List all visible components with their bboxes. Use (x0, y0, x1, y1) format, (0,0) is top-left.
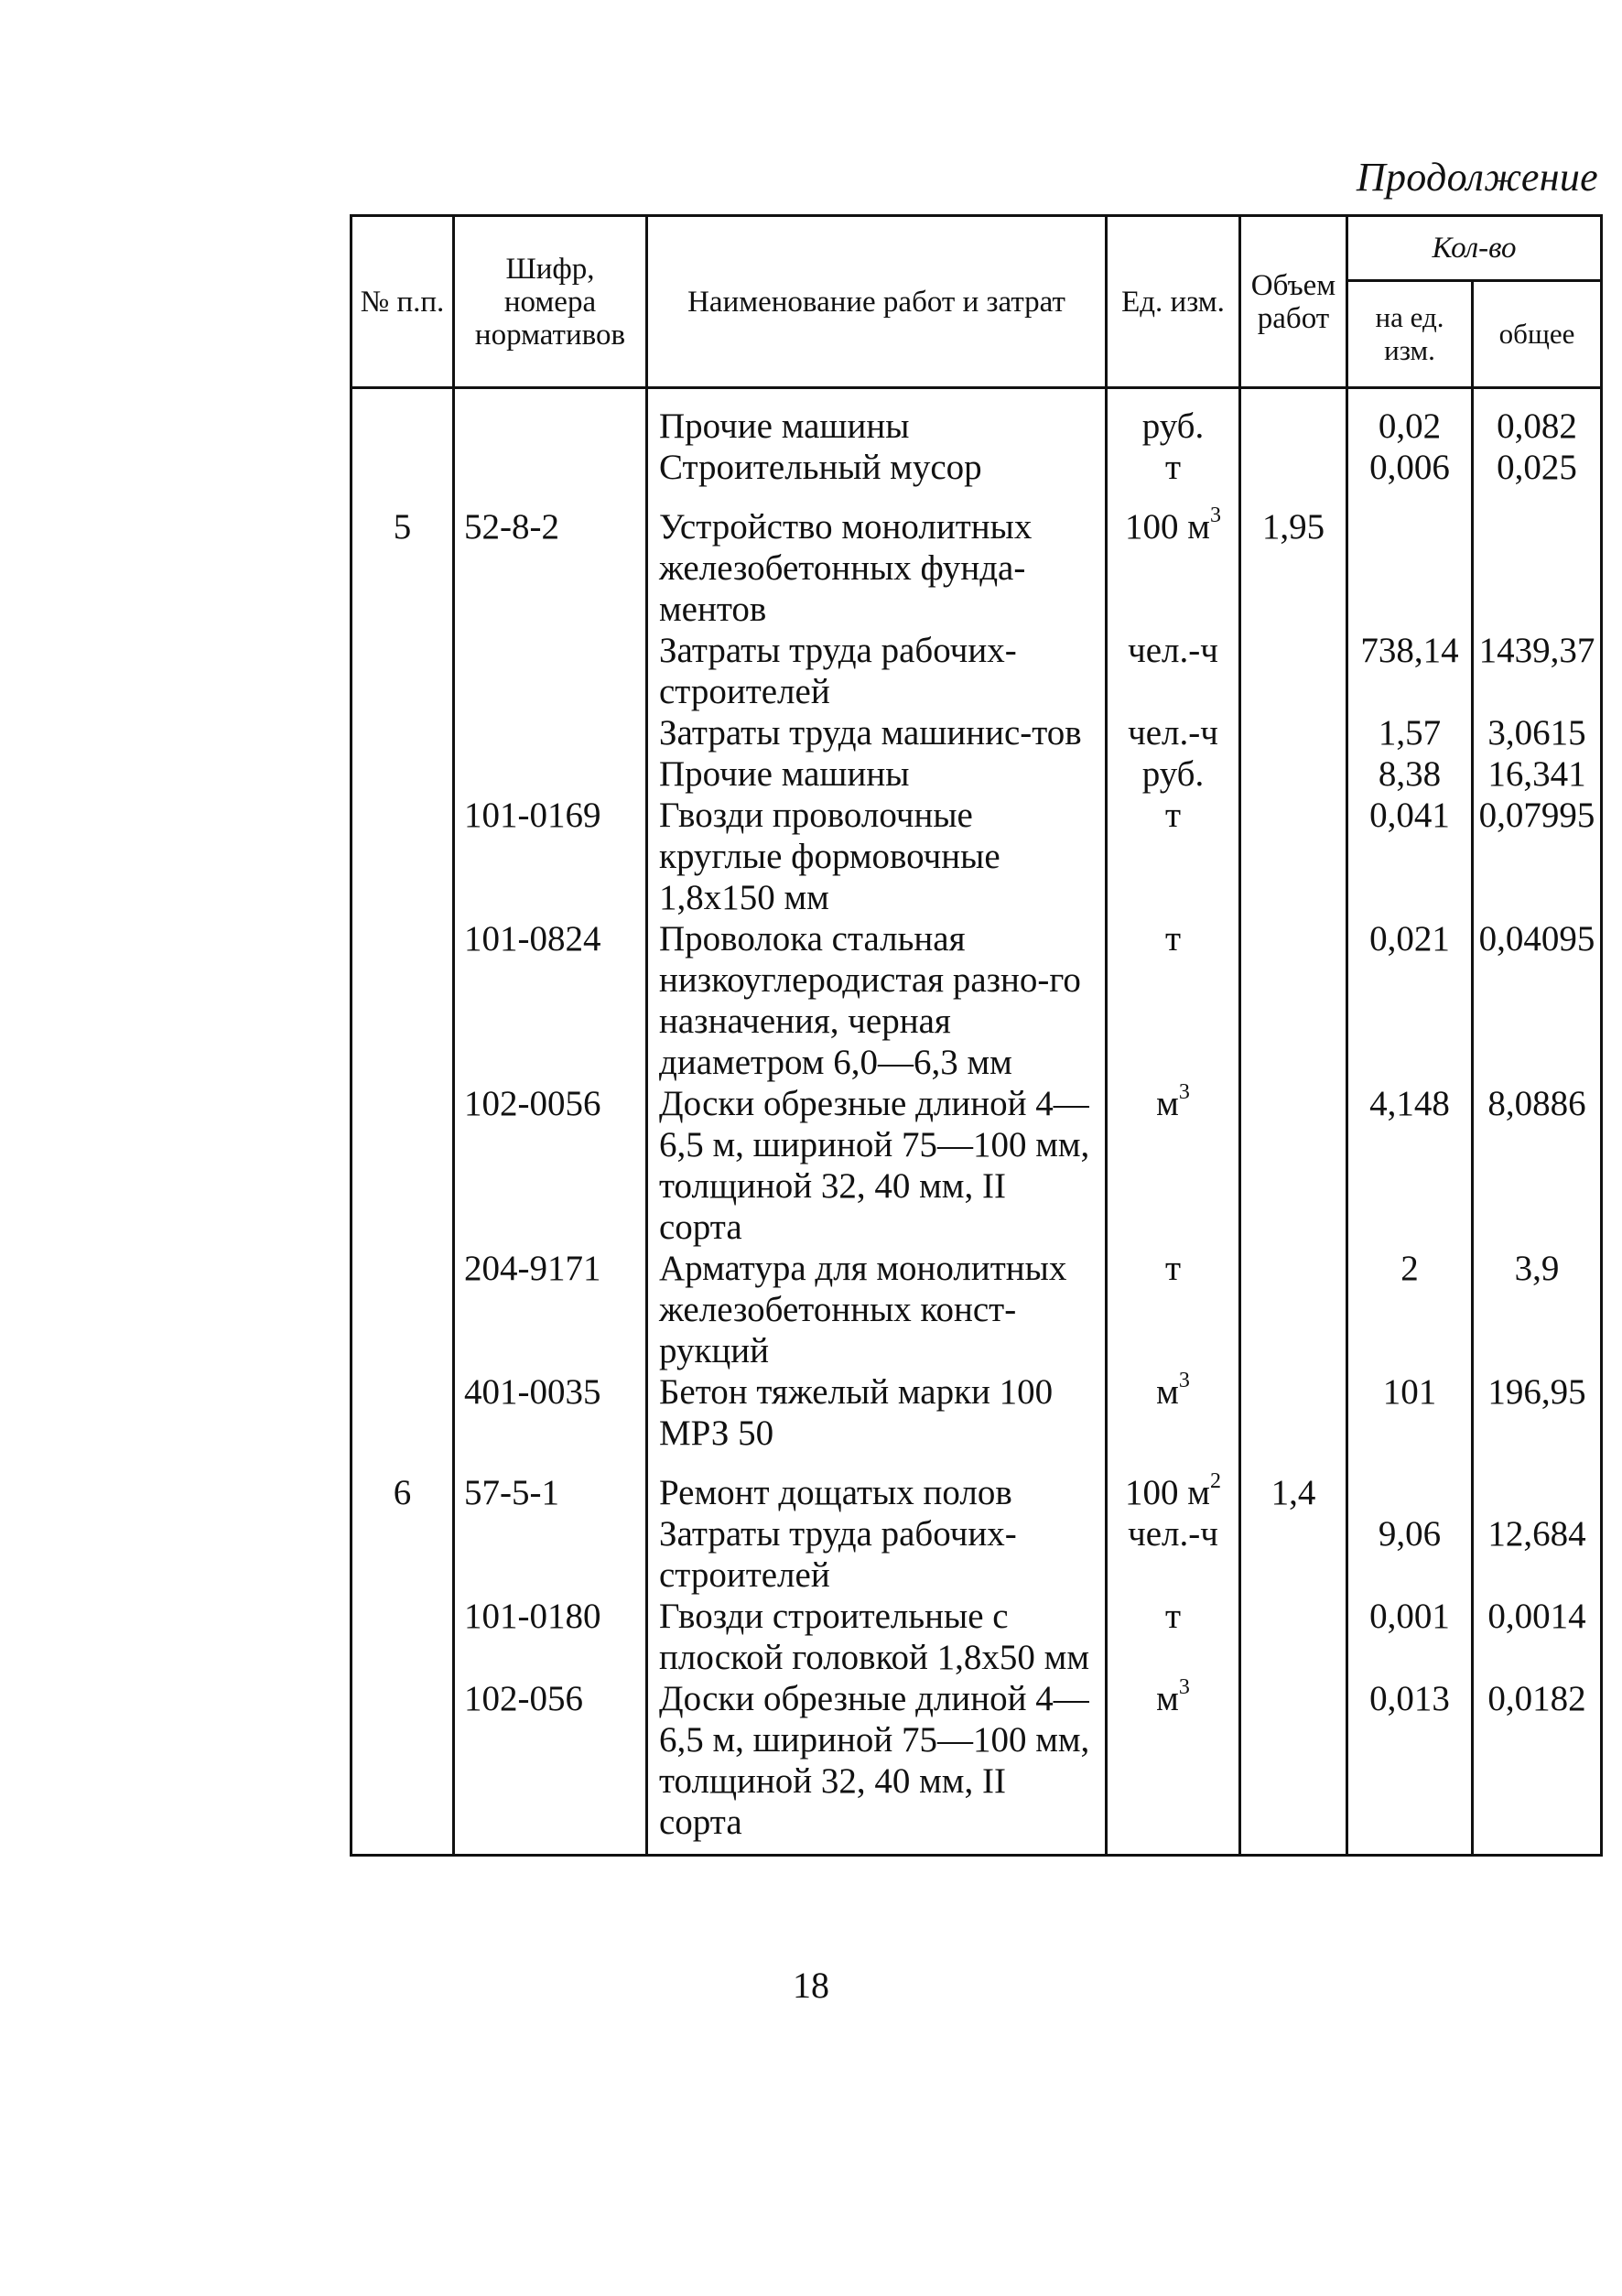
unit-cell: чел.-ч (1107, 630, 1240, 712)
work-name-cell: Устройство монолитных железобетонных фунда-ментов (647, 488, 1107, 630)
qty-total-cell: 8,0886 (1473, 1083, 1602, 1248)
qty-total-cell: 0,025 (1473, 447, 1602, 488)
table-row (351, 1596, 1602, 1678)
table-row (351, 753, 1602, 795)
volume-cell (1240, 447, 1347, 488)
work-name-cell: Строительный мусор (647, 447, 1107, 488)
row-number-cell (351, 1248, 454, 1371)
qty-per-unit-cell: 0,02 (1347, 388, 1473, 448)
row-number-cell (351, 753, 454, 795)
row-number-cell (351, 795, 454, 918)
unit-cell: т (1107, 795, 1240, 918)
norm-code-cell (454, 630, 647, 712)
col-header-name: Наименование работ и затрат (647, 216, 1107, 388)
row-number-cell (351, 712, 454, 753)
norm-code-cell: 101-0169 (454, 795, 647, 918)
work-name-cell: Проволока стальная низкоуглеродистая разно-го назначения, черная диаметром 6,0—6,3 мм (647, 918, 1107, 1083)
col-header-unit: Ед. изм. (1107, 216, 1240, 388)
table-row (351, 1513, 1602, 1596)
qty-per-unit-cell (1347, 488, 1473, 630)
row-number-cell (351, 447, 454, 488)
row-number-cell (351, 1678, 454, 1856)
works-table (350, 214, 1603, 1857)
qty-per-unit-cell: 0,021 (1347, 918, 1473, 1083)
volume-cell (1240, 1678, 1347, 1856)
volume-cell (1240, 918, 1347, 1083)
norm-code-cell: 52-8-2 (454, 488, 647, 630)
norm-code-cell: 101-0180 (454, 1596, 647, 1678)
qty-total-cell: 12,684 (1473, 1513, 1602, 1596)
page-number: 18 (793, 1965, 829, 2006)
table-row (351, 388, 1602, 448)
unit-cell: $м^3$ (1107, 1371, 1240, 1454)
qty-per-unit-cell: 101 (1347, 1371, 1473, 1454)
qty-per-unit-cell: 8,38 (1347, 753, 1473, 795)
qty-total-cell: 3,9 (1473, 1248, 1602, 1371)
unit-cell: чел.-ч (1107, 712, 1240, 753)
qty-total-cell (1473, 1454, 1602, 1513)
row-number-cell (351, 1513, 454, 1596)
row-number-cell (351, 630, 454, 712)
norm-code-cell: 204-9171 (454, 1248, 647, 1371)
table-row (351, 712, 1602, 753)
table-header (351, 216, 1602, 388)
norm-code-cell (454, 712, 647, 753)
unit-cell: т (1107, 1596, 1240, 1678)
table-row (351, 1454, 1602, 1513)
qty-per-unit-cell: 1,57 (1347, 712, 1473, 753)
volume-cell (1240, 795, 1347, 918)
norm-code-cell: 57-5-1 (454, 1454, 647, 1513)
work-name-cell: Ремонт дощатых полов (647, 1454, 1107, 1513)
estimate-table (350, 214, 1600, 1857)
col-header-total: общее (1473, 281, 1602, 388)
work-name-cell: Доски обрезные длиной 4—6,5 м, шириной 75—100 мм, толщиной 32, 40 мм, II сорта (647, 1083, 1107, 1248)
unit-exponent: 3 (1178, 1675, 1190, 1699)
qty-total-cell: 0,0182 (1473, 1678, 1602, 1856)
table-row (351, 1371, 1602, 1454)
continuation-label: Продолжение (1356, 155, 1598, 200)
row-number-cell (351, 1083, 454, 1248)
table-row (351, 447, 1602, 488)
unit-cell: 100 $м^2$ (1107, 1454, 1240, 1513)
col-header-per-unit: на ед. изм. (1347, 281, 1473, 388)
table-row (351, 1678, 1602, 1856)
work-name-cell: Затраты труда рабочих-строителей (647, 1513, 1107, 1596)
qty-per-unit-cell (1347, 1454, 1473, 1513)
norm-code-cell (454, 753, 647, 795)
col-header-code: Шифр, номера нормативов (454, 216, 647, 388)
work-name-cell: Затраты труда рабочих-строителей (647, 630, 1107, 712)
qty-per-unit-cell: 0,041 (1347, 795, 1473, 918)
volume-cell (1240, 712, 1347, 753)
qty-per-unit-cell: 0,006 (1347, 447, 1473, 488)
norm-code-cell: 102-0056 (454, 1083, 647, 1248)
row-number-cell: 5 (351, 488, 454, 630)
qty-total-cell: 196,95 (1473, 1371, 1602, 1454)
table-body (351, 388, 1602, 1856)
norm-code-cell: 102-056 (454, 1678, 647, 1856)
work-name-cell: Арматура для монолитных железобетонных конст-рукций (647, 1248, 1107, 1371)
unit-cell: т (1107, 1248, 1240, 1371)
work-name-cell: Гвозди строительные с плоской головкой 1,8х50 мм (647, 1596, 1107, 1678)
volume-cell (1240, 1596, 1347, 1678)
row-number-cell (351, 1371, 454, 1454)
table-row (351, 918, 1602, 1083)
unit-exponent: 3 (1178, 1080, 1190, 1104)
qty-per-unit-cell: 4,148 (1347, 1083, 1473, 1248)
qty-per-unit-cell: 2 (1347, 1248, 1473, 1371)
col-header-qty-group: Кол-во (1347, 216, 1602, 281)
unit-exponent: 2 (1209, 1469, 1221, 1493)
row-number-cell (351, 918, 454, 1083)
volume-cell (1240, 753, 1347, 795)
volume-cell (1240, 1248, 1347, 1371)
volume-cell (1240, 388, 1347, 448)
unit-exponent: 3 (1209, 504, 1221, 527)
unit-cell: $м^3$ (1107, 1083, 1240, 1248)
qty-total-cell: 0,0014 (1473, 1596, 1602, 1678)
norm-code-cell: 401-0035 (454, 1371, 647, 1454)
qty-total-cell: 16,341 (1473, 753, 1602, 795)
table-row (351, 630, 1602, 712)
unit-cell: т (1107, 447, 1240, 488)
work-name-cell: Бетон тяжелый марки 100 МРЗ 50 (647, 1371, 1107, 1454)
norm-code-cell (454, 388, 647, 448)
unit-cell: руб. (1107, 388, 1240, 448)
volume-cell (1240, 1371, 1347, 1454)
volume-cell: 1,4 (1240, 1454, 1347, 1513)
unit-cell: т (1107, 918, 1240, 1083)
volume-cell: 1,95 (1240, 488, 1347, 630)
unit-exponent: 3 (1178, 1369, 1190, 1392)
row-number-cell (351, 1596, 454, 1678)
col-header-num: № п.п. (351, 216, 454, 388)
volume-cell (1240, 1513, 1347, 1596)
volume-cell (1240, 630, 1347, 712)
col-header-volume: Объем работ (1240, 216, 1347, 388)
qty-per-unit-cell: 9,06 (1347, 1513, 1473, 1596)
qty-total-cell: 0,082 (1473, 388, 1602, 448)
qty-per-unit-cell: 0,013 (1347, 1678, 1473, 1856)
work-name-cell: Прочие машины (647, 388, 1107, 448)
row-number-cell: 6 (351, 1454, 454, 1513)
unit-cell: 100 $м^3$ (1107, 488, 1240, 630)
qty-total-cell: 1439,37 (1473, 630, 1602, 712)
norm-code-cell: 101-0824 (454, 918, 647, 1083)
qty-per-unit-cell: 0,001 (1347, 1596, 1473, 1678)
table-row (351, 1248, 1602, 1371)
volume-cell (1240, 1083, 1347, 1248)
work-name-cell: Затраты труда машинис-тов (647, 712, 1107, 753)
unit-cell: $м^3$ (1107, 1678, 1240, 1856)
table-row (351, 1083, 1602, 1248)
qty-total-cell: 3,0615 (1473, 712, 1602, 753)
table-row (351, 488, 1602, 630)
norm-code-cell (454, 447, 647, 488)
work-name-cell: Прочие машины (647, 753, 1107, 795)
qty-per-unit-cell: 738,14 (1347, 630, 1473, 712)
unit-cell: чел.-ч (1107, 1513, 1240, 1596)
work-name-cell: Гвозди проволочные круглые формовочные 1,8х150 мм (647, 795, 1107, 918)
qty-total-cell: 0,07995 (1473, 795, 1602, 918)
qty-total-cell (1473, 488, 1602, 630)
table-row (351, 795, 1602, 918)
unit-cell: руб. (1107, 753, 1240, 795)
norm-code-cell (454, 1513, 647, 1596)
qty-total-cell: 0,04095 (1473, 918, 1602, 1083)
row-number-cell (351, 388, 454, 448)
work-name-cell: Доски обрезные длиной 4—6,5 м, шириной 75—100 мм, толщиной 32, 40 мм, II сорта (647, 1678, 1107, 1856)
